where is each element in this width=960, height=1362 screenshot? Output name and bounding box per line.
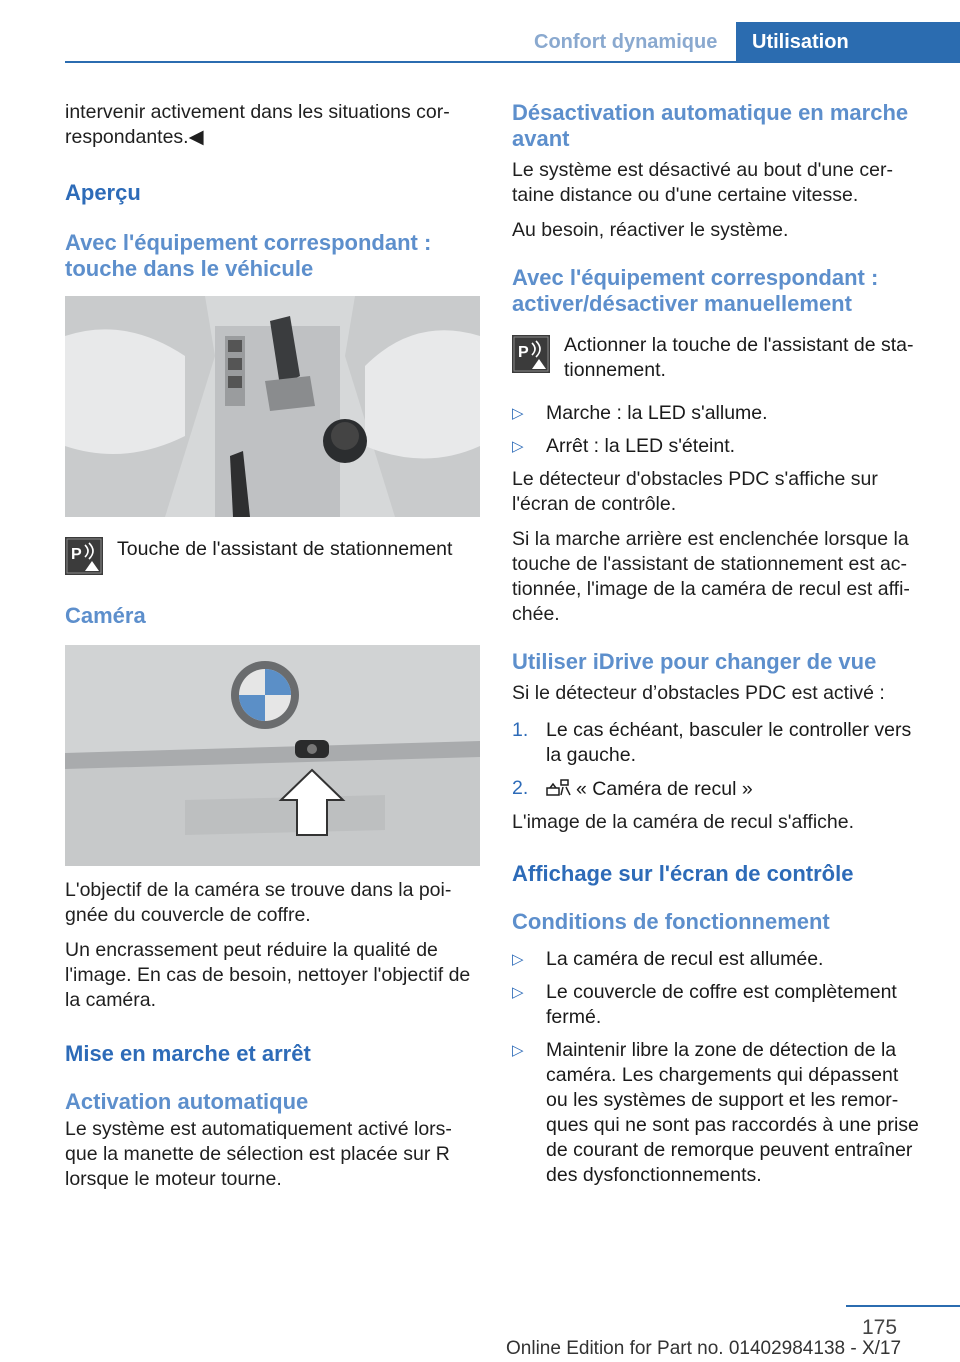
deactivation-paragraph-1: Le système est désactivé au bout d'une cer‐ taine distance ou d'une certaine vitesse. — [512, 159, 893, 206]
bullet-triangle-icon: ▷ — [512, 405, 524, 422]
image-paragraph: L'image de la caméra de recul s'affiche. — [512, 811, 855, 833]
parking-assistant-icon — [65, 537, 103, 575]
edition-line: Online Edition for Part no. 01402984138 - X/17 — [506, 1338, 902, 1359]
heading-manual: Avec l'équipement correspondant : activer/désactiver manuellement — [512, 265, 879, 316]
footer-rule — [846, 1305, 960, 1307]
bullet-triangle-icon: ▷ — [512, 984, 524, 1001]
deactivation-paragraph-2: Au besoin, réactiver le système. — [512, 219, 789, 241]
list-item: ▷ Arrêt : la LED s'éteint. — [512, 435, 736, 457]
header-rule — [65, 61, 960, 63]
rear-camera-icon — [546, 776, 572, 798]
manual-instruction — [512, 333, 924, 383]
heading-apercu: Aperçu — [65, 180, 141, 205]
heading-auto-activation: Activation automatique — [65, 1089, 309, 1114]
list-item: ▷ Le couvercle de coffre est complètement fermé. — [512, 981, 897, 1028]
left-column — [65, 100, 480, 1202]
conditions-list — [512, 947, 924, 1188]
camera-photo — [65, 645, 480, 866]
intro-paragraph: intervenir activement dans les situations cor‐ respondantes.◀ — [65, 101, 450, 148]
idrive-paragraph: Si le détecteur d’obstacles PDC est activé : — [512, 682, 885, 704]
right-column — [512, 100, 924, 1196]
console-photo — [65, 296, 480, 517]
page-header — [0, 0, 960, 62]
active-section-tab — [736, 22, 960, 62]
bullet-triangle-icon: ▷ — [512, 438, 524, 455]
bullet-triangle-icon: ▷ — [512, 951, 524, 968]
list-item: ▷ La caméra de recul est allumée. — [512, 948, 824, 970]
heading-equipment-button: Avec l'équipement correspondant : touche dans le véhicule — [65, 230, 432, 281]
list-item: ▷ Maintenir libre la zone de détection de la caméra. Les chargements qui dépassent ou les systèmes de support et les remor‐ ques qui ne sont pas raccordés à une prise de courant de remorque peuvent entraîner des dysfonctionnements. — [512, 1039, 919, 1186]
heading-idrive: Utiliser iDrive pour changer de vue — [512, 649, 877, 674]
reverse-paragraph: Si la marche arrière est enclenchée lorsque la touche de l'assistant de stationnement est ac‐ tionnée, l'image de la caméra de recul est affi‐ chée. — [512, 528, 910, 625]
activation-paragraph: Le système est automatiquement activé lors‐ que la manette de sélection est placée sur R lorsque le moteur tourne. — [65, 1118, 452, 1190]
camera-paragraph-2: Un encrassement peut réduire la qualité de l'image. En cas de besoin, nettoyer l'objectif de la caméra. — [65, 939, 471, 1011]
active-section-label: Utilisation — [752, 31, 849, 53]
button-caption-text: Touche de l'assistant de stationnement — [117, 538, 453, 560]
svg-text:P: P — [71, 546, 82, 563]
list-item: 1. Le cas échéant, basculer le controller vers la gauche. — [512, 719, 912, 766]
heading-conditions: Conditions de fonctionnement — [512, 909, 830, 934]
idrive-steps — [512, 718, 924, 802]
page-number: 175 — [862, 1316, 898, 1339]
heading-camera: Caméra — [65, 603, 146, 628]
bullet-triangle-icon: ▷ — [512, 1042, 524, 1059]
list-item: ▷ Marche : la LED s'allume. — [512, 402, 768, 424]
button-caption — [65, 537, 480, 575]
section-title: Confort dynamique — [534, 31, 718, 53]
led-list — [512, 401, 924, 459]
heading-display: Affichage sur l'écran de contrôle — [512, 861, 854, 886]
pdc-paragraph: Le détecteur d'obstacles PDC s'affiche sur l'écran de contrôle. — [512, 468, 878, 515]
list-item: 2. « Caméra de recul » — [512, 777, 753, 800]
heading-on-off: Mise en marche et arrêt — [65, 1041, 311, 1066]
camera-paragraph-1: L'objectif de la caméra se trouve dans la poi‐ gnée du couvercle de coffre. — [65, 879, 452, 926]
manual-instruction-text: Actionner la touche de l'assistant de sta‐ tionnement. — [564, 334, 914, 381]
heading-auto-deactivation: Désactivation automatique en marche avant — [512, 100, 909, 151]
parking-assistant-icon — [512, 335, 550, 373]
svg-text:P: P — [518, 344, 529, 361]
